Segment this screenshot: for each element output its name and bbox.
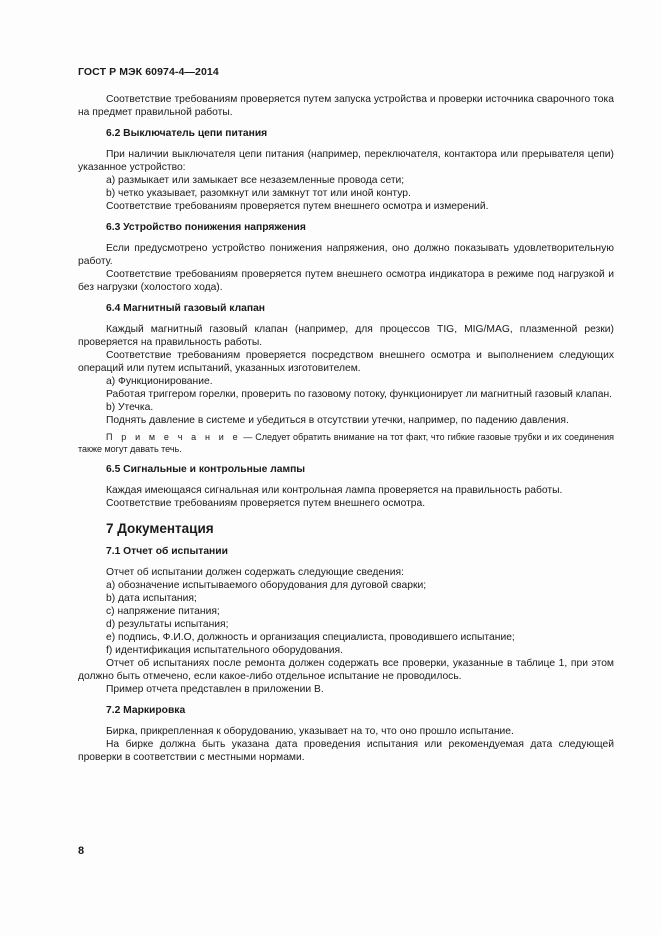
paragraph: Бирка, прикрепленная к оборудованию, указывает на то, что оно прошло испытание. [106, 726, 514, 737]
paragraph: Пример отчета представлен в приложении B. [106, 684, 324, 695]
list-item: e) подпись, Ф.И.О, должность и организация специалиста, проводившего испытание; [106, 632, 515, 643]
paragraph: При наличии выключателя цепи питания (например, переключателя, контактора или прерывателя цепи) указанное устройство: [78, 149, 614, 173]
list-item: c) напряжение питания; [106, 606, 220, 617]
note [78, 431, 614, 455]
section-heading-6-3: 6.3 Устройство понижения напряжения [106, 222, 306, 233]
section-heading-6-2: 6.2 Выключатель цепи питания [106, 128, 268, 139]
paragraph: Соответствие требованиям проверяется путем запуска устройства и проверки источника сварочного тока на предмет правильной работы. [78, 94, 614, 118]
note-text: — Следует обратить внимание на тот факт, что гибкие газовые трубки и их соединения также могут давать течь. [78, 432, 614, 454]
document-header: ГОСТ Р МЭК 60974-4—2014 [78, 66, 219, 78]
section-heading-7-1: 7.1 Отчет об испытании [106, 546, 228, 557]
paragraph: Поднять давление в системе и убедиться в отсутствии утечки, например, по падению давления. [106, 415, 569, 426]
list-item: f) идентификация испытательного оборудования. [106, 645, 343, 656]
section-heading-6-4: 6.4 Магнитный газовый клапан [106, 303, 266, 314]
list-item: a) обозначение испытываемого оборудования для дуговой сварки; [106, 580, 427, 591]
list-item: a) размыкает или замыкает все незаземленные провода сети; [106, 175, 405, 186]
document-body [78, 93, 614, 764]
list-item: b) четко указывает, разомкнут или замкнут тот или иной контур. [106, 188, 411, 199]
section-heading-6-5: 6.5 Сигнальные и контрольные лампы [106, 464, 306, 475]
paragraph: Соответствие требованиям проверяется посредством внешнего осмотра и выполнением следующих операций или путем испытаний, указанных изготовителем. [78, 350, 614, 374]
paragraph: Если предусмотрено устройство понижения напряжения, оно должно показывать удовлетворительную работу. [78, 243, 614, 267]
note-label: П р и м е ч а н и е [106, 432, 241, 442]
list-item: a) Функционирование. [106, 376, 213, 387]
paragraph: Работая триггером горелки, проверить по газовому потоку, функционирует ли магнитный газовый клапан. [106, 389, 612, 400]
paragraph: Каждая имеющаяся сигнальная или контрольная лампа проверяется на правильность работы. [106, 485, 563, 496]
list-item: b) дата испытания; [106, 593, 197, 604]
paragraph: Отчет об испытаниях после ремонта должен содержать все проверки, указанные в таблице 1, при этом должно быть отмечено, если какое-либо отдельное испытание не проводилось. [78, 658, 614, 682]
page-number: 8 [78, 845, 85, 857]
paragraph: Отчет об испытании должен содержать следующие сведения: [106, 567, 404, 578]
section-heading-7-2: 7.2 Маркировка [106, 705, 186, 716]
paragraph: Соответствие требованиям проверяется путем внешнего осмотра индикатора в режиме под нагрузкой и без нагрузки (холостого хода). [78, 269, 614, 293]
paragraph: На бирке должна быть указана дата проведения испытания или рекомендуемая дата следующей проверки в соответствии с местными нормами. [78, 739, 614, 763]
list-item: b) Утечка. [106, 402, 154, 413]
paragraph: Каждый магнитный газовый клапан (например, для процессов TIG, MIG/MAG, плазменной резки) проверяется на правильность работы. [78, 324, 614, 348]
paragraph: Соответствие требованиям проверяется путем внешнего осмотра и измерений. [106, 201, 489, 212]
chapter-heading-7: 7 Документация [106, 521, 214, 536]
paragraph: Соответствие требованиям проверяется путем внешнего осмотра. [106, 498, 426, 509]
list-item: d) результаты испытания; [106, 619, 229, 630]
